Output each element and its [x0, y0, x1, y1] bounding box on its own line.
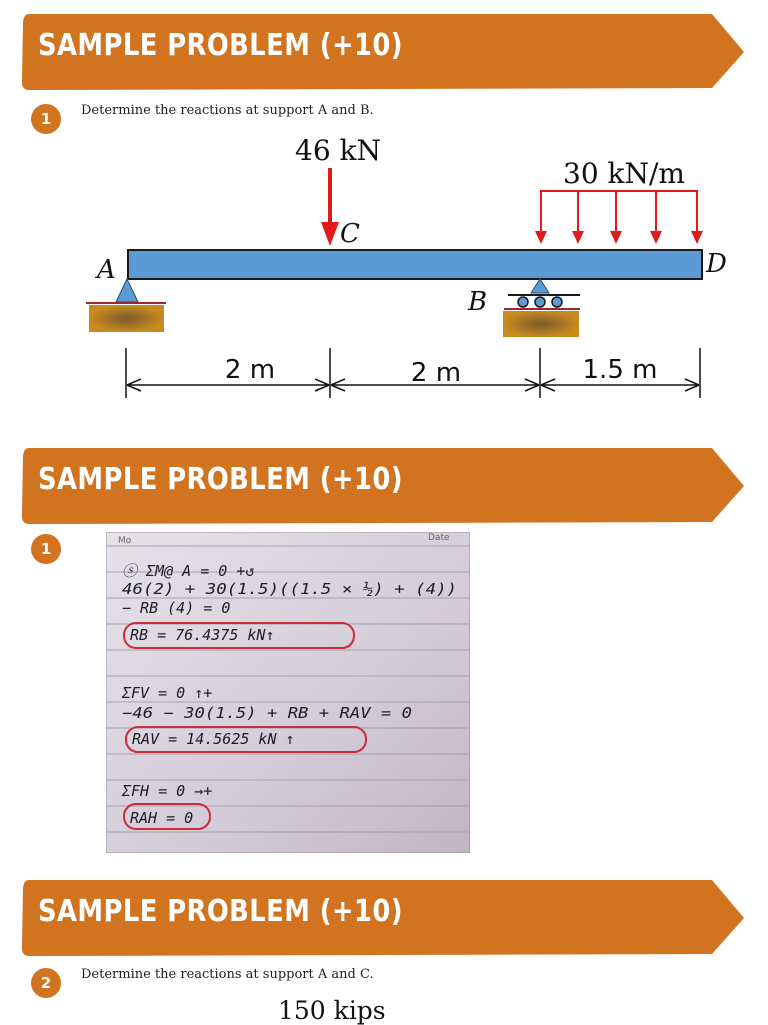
label-d: D [706, 249, 727, 279]
dimension-ac: 2 m [224, 355, 276, 385]
distributed-load-label: 30 kN/m [563, 157, 685, 190]
slide-1-banner [20, 12, 746, 90]
solution-line: ⓢ ΣM@ A = 0 +↺ [122, 562, 255, 580]
solution-line: 46(2) + 30(1.5)((1.5 × ½) + (4)) [122, 580, 457, 598]
label-c: C [340, 219, 360, 249]
problem-number-badge: 2 [31, 968, 61, 998]
distributed-load-arrows [535, 191, 703, 244]
handwritten-solution-photo [106, 532, 470, 853]
support-b-roller [503, 279, 580, 337]
support-a-pin [86, 279, 166, 332]
beam [128, 250, 702, 279]
slide-2-banner [20, 446, 746, 524]
notebook-page [106, 532, 470, 853]
slide-2-title: SAMPLE PROBLEM (+10) [38, 462, 403, 497]
dimension-bd: 1.5 m [582, 355, 658, 385]
problem-number-badge: 1 [31, 104, 61, 134]
slide-3-title: SAMPLE PROBLEM (+10) [38, 894, 403, 929]
problem-1-prompt: Determine the reactions at support A and B. [81, 103, 374, 118]
solution-line: −46 − 30(1.5) + RB + RAV = 0 [122, 704, 412, 722]
point-load-label: 46 kN [295, 134, 381, 167]
slide-1-title: SAMPLE PROBLEM (+10) [38, 28, 403, 63]
solution-line: RAV = 14.5625 kN ↑ [132, 730, 295, 748]
notebook-header-right: Date [428, 533, 450, 543]
label-b: B [468, 287, 488, 317]
point-load-arrowhead [321, 222, 339, 246]
slide-3-banner [20, 878, 746, 956]
solution-line: ΣFV = 0 ↑+ [122, 684, 213, 702]
beam-diagram [0, 126, 768, 406]
notebook-header-left: Mo [118, 536, 132, 546]
problem-2-prompt: Determine the reactions at support A and C. [81, 967, 374, 982]
problem-number-badge: 1 [31, 534, 61, 564]
problem-2-point-load: 150 kips [278, 996, 386, 1025]
label-a: A [97, 255, 116, 285]
dimension-cb: 2 m [410, 358, 462, 388]
solution-line: − RB (4) = 0 [122, 599, 231, 617]
solution-line: RB = 76.4375 kN↑ [130, 626, 275, 644]
solution-line: ΣFH = 0 →+ [122, 782, 213, 800]
solution-line: RAH = 0 [130, 809, 194, 827]
